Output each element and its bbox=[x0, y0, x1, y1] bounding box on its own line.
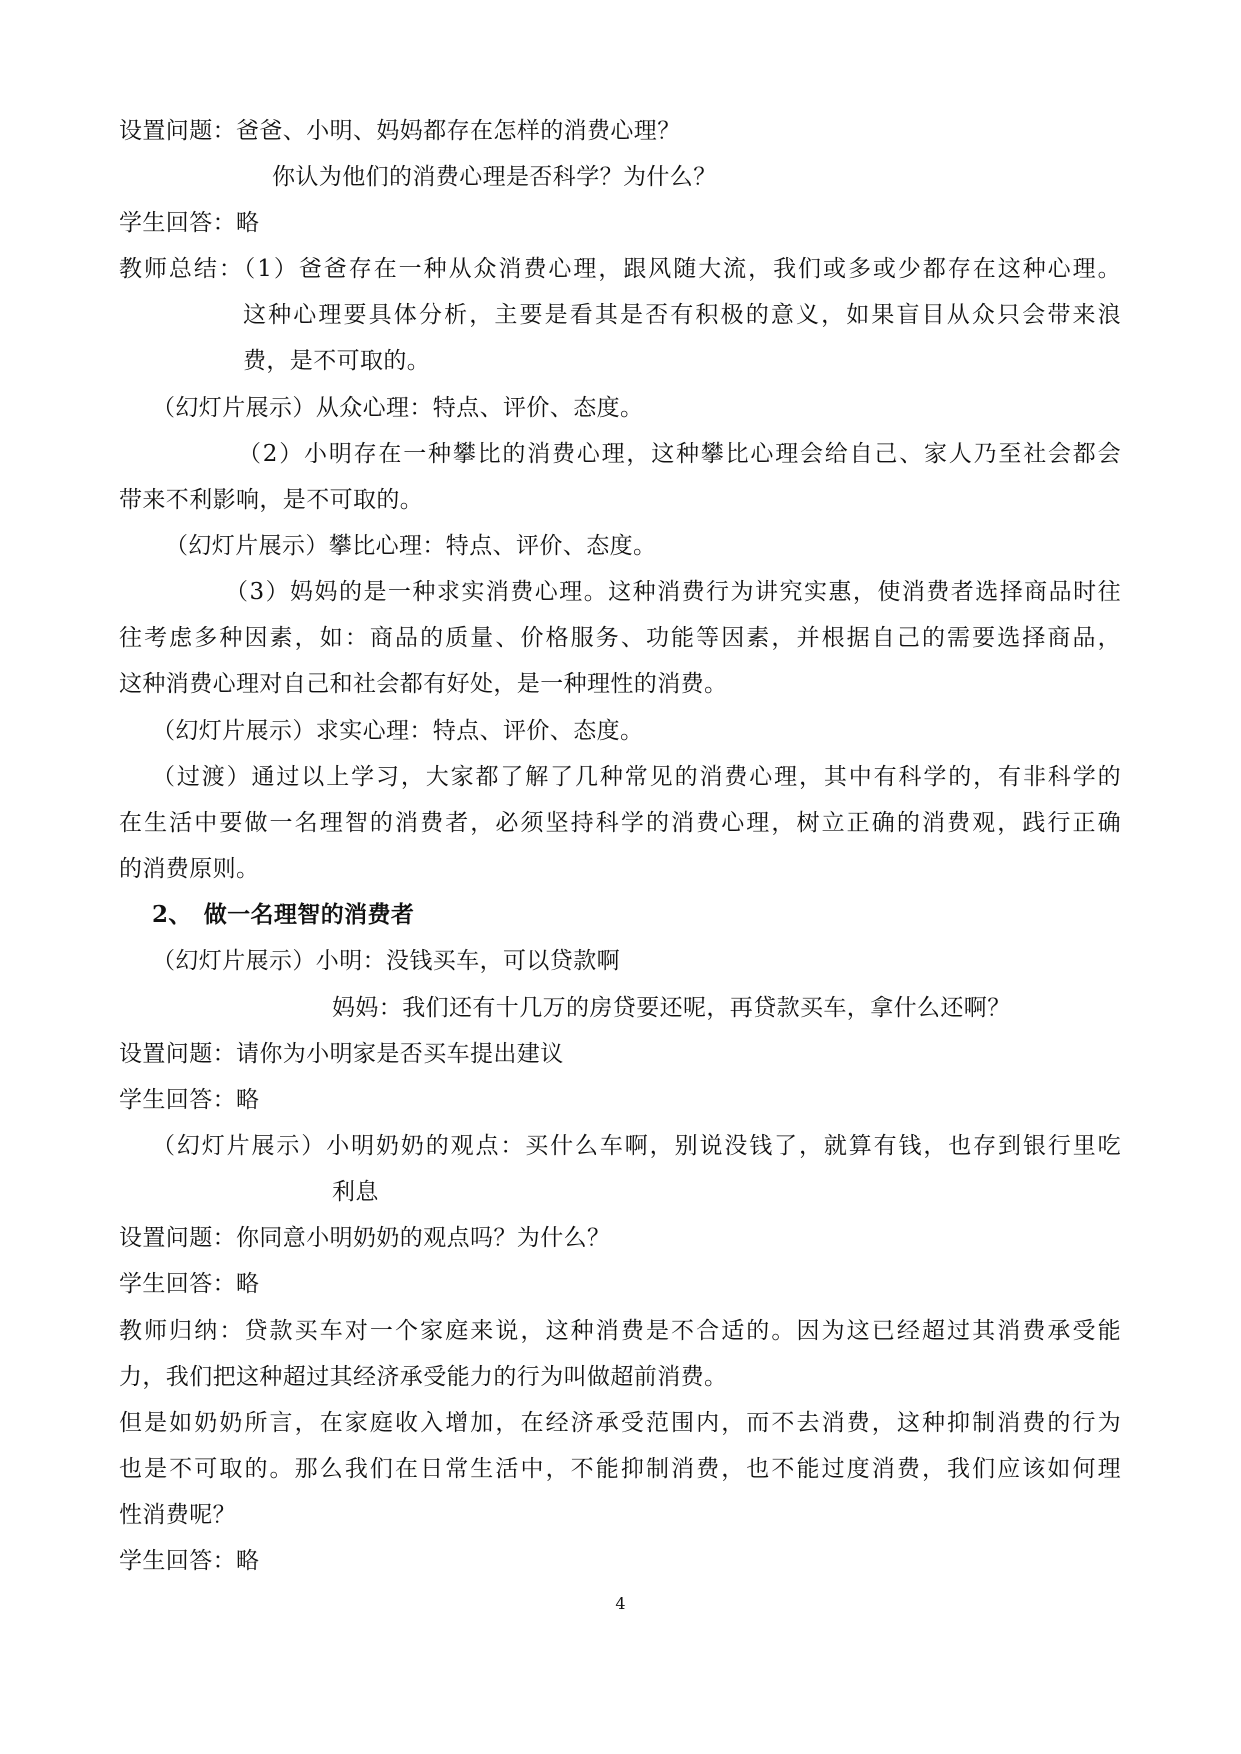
question-car: 设置问题：请你为小明家是否买车提出建议 bbox=[119, 1041, 564, 1067]
student-answer-1: 学生回答：略 bbox=[119, 210, 260, 236]
teacher-summary-1: 教师总结：（1）爸爸存在一种从众消费心理，跟风随大流，我们或多或少都存在这种心理。 bbox=[119, 256, 1121, 282]
practical-line-2: 往考虑多种因素，如：商品的质量、价格服务、功能等因素，并根据自己的需要选择商品， bbox=[119, 625, 1121, 651]
however-line-1: 但是如奶奶所言，在家庭收入增加，在经济承受范围内，而不去消费，这种抑制消费的行为 bbox=[119, 1410, 1121, 1436]
teacher-summary-3: 费，是不可取的。 bbox=[243, 348, 431, 374]
teacher-summary-2: 这种心理要具体分析，主要是看其是否有积极的意义，如果盲目从众只会带来浪 bbox=[243, 302, 1121, 328]
teacher-conclusion-2: 力，我们把这种超过其经济承受能力的行为叫做超前消费。 bbox=[119, 1364, 728, 1390]
student-answer-2: 学生回答：略 bbox=[119, 1087, 260, 1113]
slide-grandma-2: 利息 bbox=[332, 1179, 379, 1205]
section-heading: 2、 做一名理智的消费者 bbox=[152, 901, 415, 928]
teacher-conclusion-1: 教师归纳：贷款买车对一个家庭来说，这种消费是不合适的。因为这已经超过其消费承受能 bbox=[119, 1318, 1121, 1344]
student-answer-3: 学生回答：略 bbox=[119, 1271, 260, 1297]
transition-line-1: （过渡）通过以上学习，大家都了解了几种常见的消费心理，其中有科学的，有非科学的 bbox=[152, 764, 1121, 790]
slide-practical: （幻灯片展示）求实心理：特点、评价、态度。 bbox=[152, 718, 644, 744]
page-number: 4 bbox=[615, 1594, 626, 1613]
slide-conformity: （幻灯片展示）从众心理：特点、评价、态度。 bbox=[152, 395, 644, 421]
however-line-2: 也是不可取的。那么我们在日常生活中，不能抑制消费，也不能过度消费，我们应该如何理 bbox=[119, 1456, 1121, 1482]
slide-grandma-1: （幻灯片展示）小明奶奶的观点：买什么车啊，别说没钱了，就算有钱，也存到银行里吃 bbox=[152, 1133, 1121, 1159]
slide-mother: 妈妈：我们还有十几万的房贷要还呢，再贷款买车，拿什么还啊？ bbox=[332, 995, 1011, 1021]
question-line-2: 你认为他们的消费心理是否科学？为什么？ bbox=[272, 164, 717, 190]
student-answer-4: 学生回答：略 bbox=[119, 1548, 260, 1574]
practical-line-1: （3）妈妈的是一种求实消费心理。这种消费行为讲究实惠，使消费者选择商品时往 bbox=[225, 579, 1121, 605]
comparison-line-1: （2）小明存在一种攀比的消费心理，这种攀比心理会给自己、家人乃至社会都会 bbox=[238, 441, 1121, 467]
transition-line-2: 在生活中要做一名理智的消费者，必须坚持科学的消费心理，树立正确的消费观，践行正确 bbox=[119, 810, 1121, 836]
transition-line-3: 的消费原则。 bbox=[119, 856, 260, 882]
comparison-line-2: 带来不利影响，是不可取的。 bbox=[119, 487, 424, 513]
however-line-3: 性消费呢？ bbox=[119, 1502, 236, 1528]
practical-line-3: 这种消费心理对自己和社会都有好处，是一种理性的消费。 bbox=[119, 671, 728, 697]
slide-xiaoming: （幻灯片展示）小明：没钱买车，可以贷款啊 bbox=[152, 948, 620, 974]
question-line-1: 设置问题：爸爸、小明、妈妈都存在怎样的消费心理？ bbox=[119, 118, 681, 144]
slide-comparison: （幻灯片展示）攀比心理：特点、评价、态度。 bbox=[165, 533, 657, 559]
question-grandma: 设置问题：你同意小明奶奶的观点吗？为什么？ bbox=[119, 1225, 611, 1251]
